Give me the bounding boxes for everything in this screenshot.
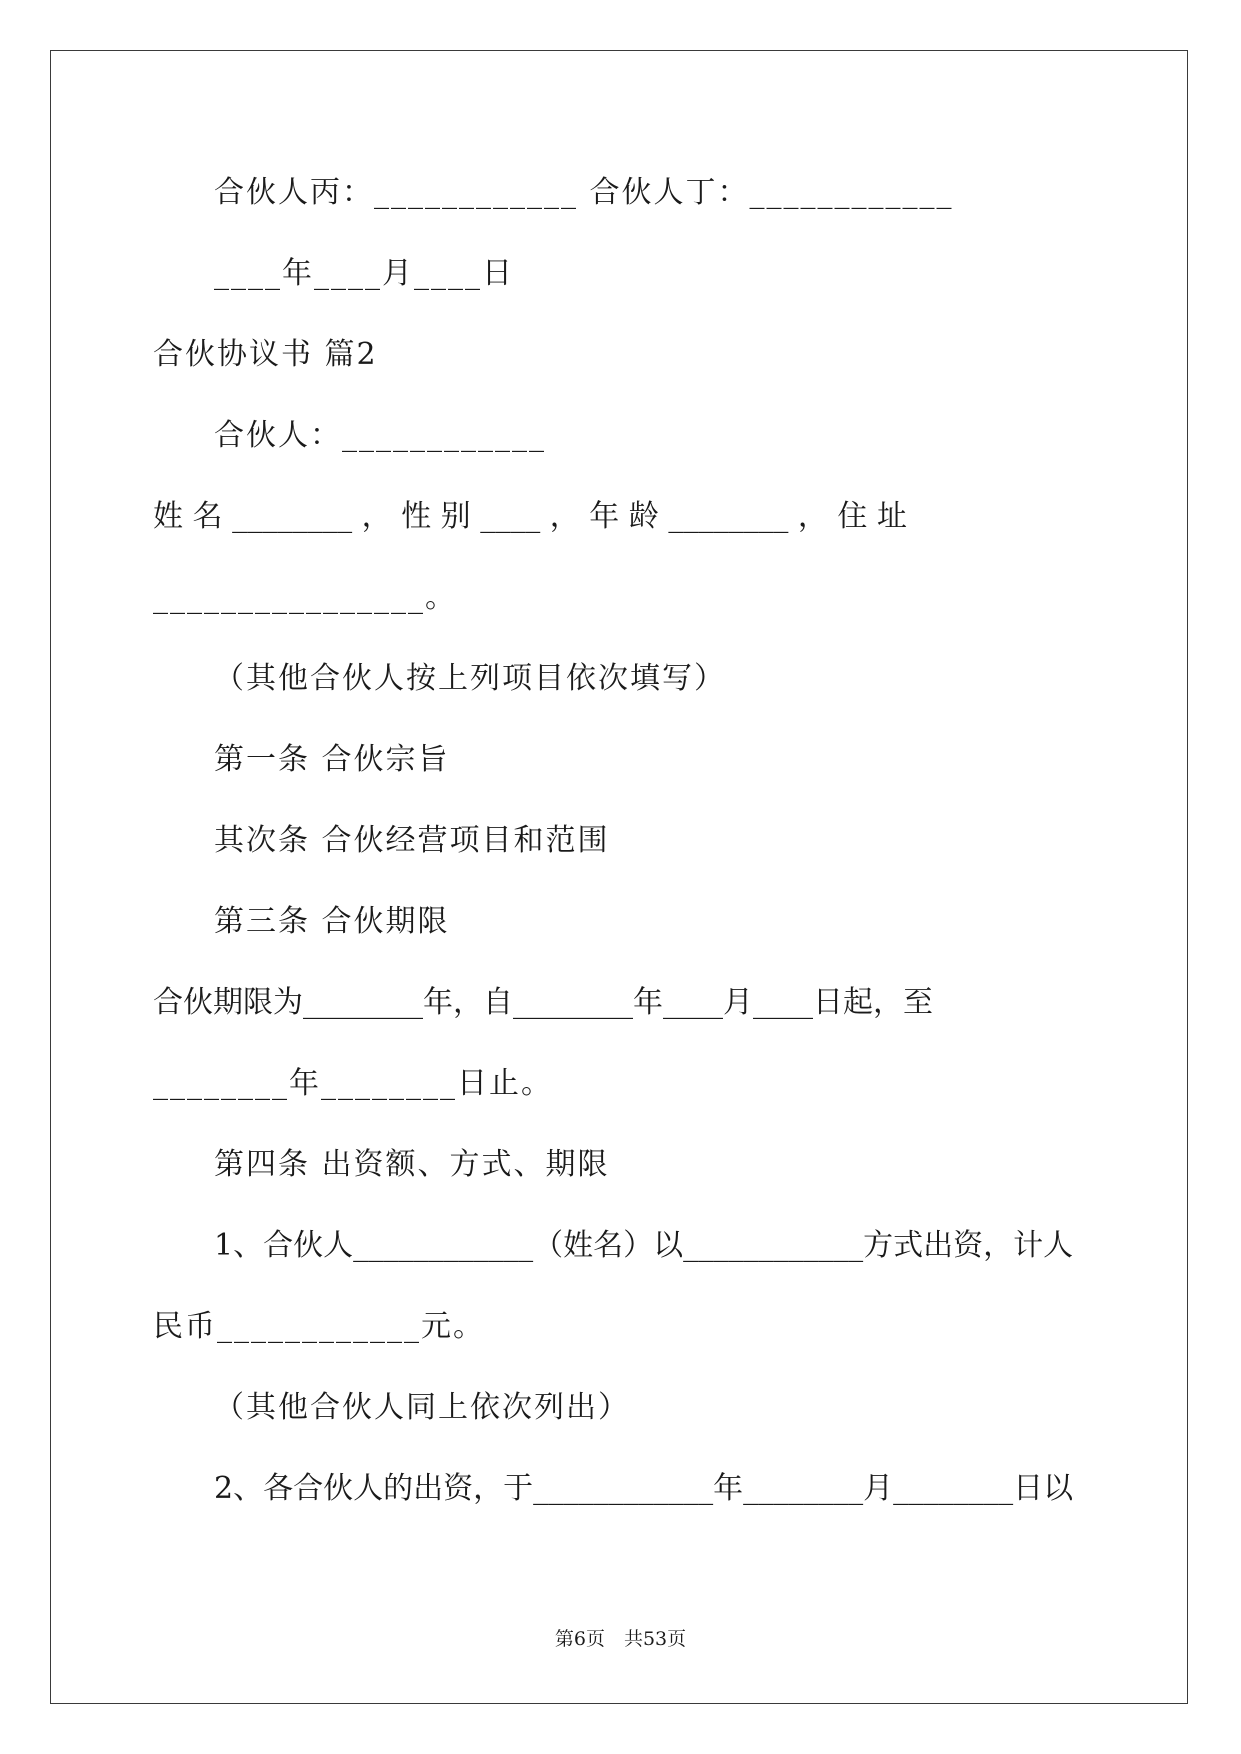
page-number: 第6页 共53页 <box>554 1628 687 1650</box>
contribution-date-line: 2、各合伙人的出资，于____________年________月________日以 <box>214 1471 1074 1506</box>
address-blank-line: ________________。 <box>153 580 457 615</box>
other-partners-note: （其他合伙人同上依次列出） <box>214 1390 630 1425</box>
partner-info-line: 姓 名 ________ ， 性 别 ____ ， 年 龄 ________ ， 住 址 <box>153 499 907 534</box>
term-paragraph-line-1: 合伙期限为________年，自________年____月____日起，至 <box>153 985 933 1020</box>
partner-line: 合伙人：____________ <box>214 418 546 453</box>
article-1-heading: 第一条 合伙宗旨 <box>214 742 450 777</box>
term-paragraph-line-2: ________年________日止。 <box>153 1066 553 1101</box>
partner-c-d-line: 合伙人丙：____________ 合伙人丁：____________ <box>214 175 954 210</box>
fill-instruction: （其他合伙人按上列项目依次填写） <box>214 661 726 696</box>
date-line: ____年____月____日 <box>214 256 514 291</box>
article-3-heading: 第三条 合伙期限 <box>214 904 450 939</box>
section-heading: 合伙协议书 篇2 <box>153 337 378 372</box>
article-2-heading: 其次条 合伙经营项目和范围 <box>214 823 610 858</box>
contribution-paragraph-line-2: 民币____________元。 <box>153 1309 485 1344</box>
contribution-paragraph-line-1: 1、合伙人____________（姓名）以____________方式出资，计人 <box>214 1228 1074 1263</box>
page-border <box>50 50 1188 1704</box>
article-4-heading: 第四条 出资额、方式、期限 <box>214 1147 610 1182</box>
